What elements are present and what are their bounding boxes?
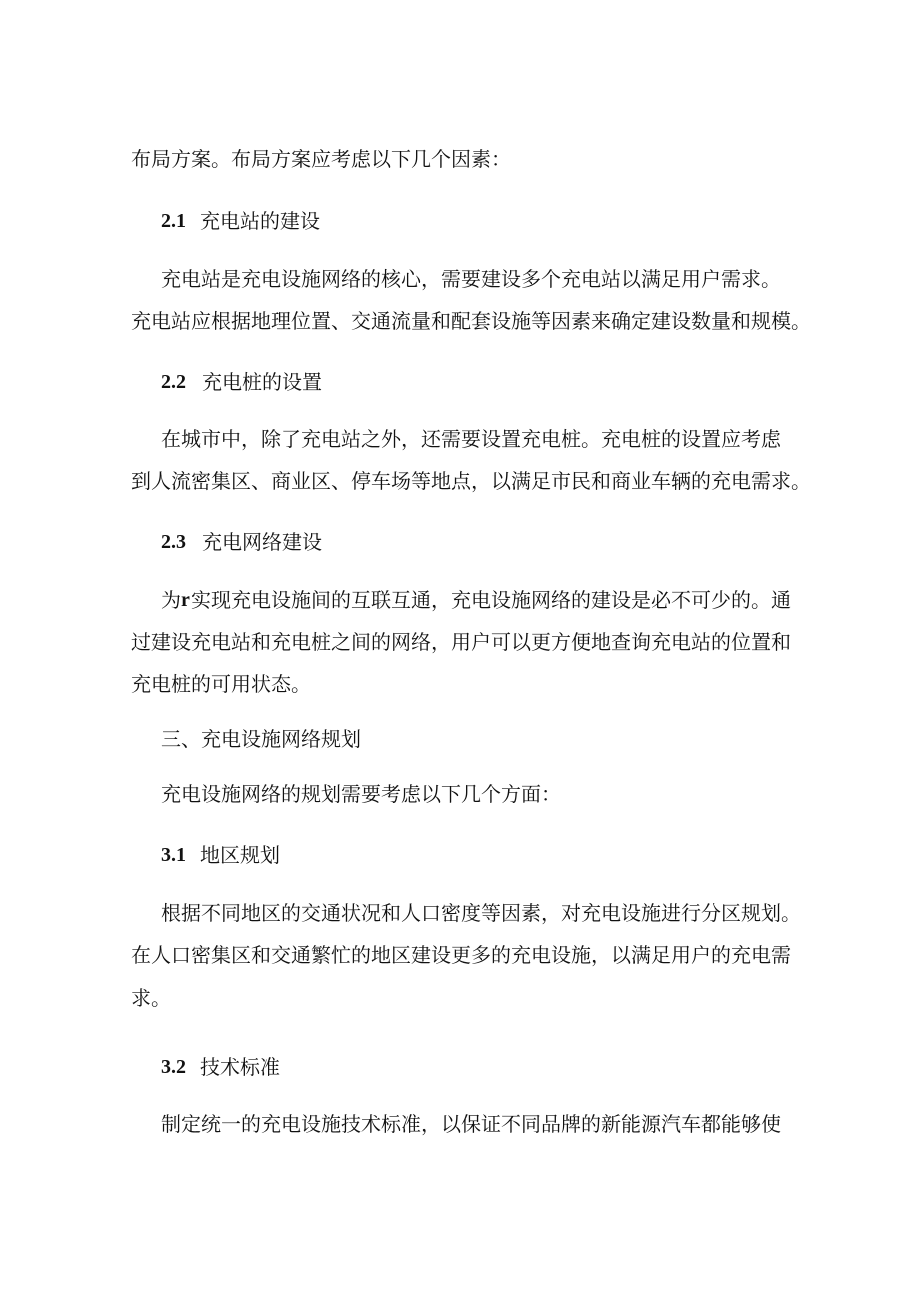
section-2-2-heading — [0, 367, 920, 397]
chapter-3-heading: 三、充电设施网络规划 — [161, 727, 361, 751]
section-3-2-para-line-1: 制定统一的充电设施技术标准，以保证不同品牌的新能源汽车都能够使 — [161, 1112, 781, 1136]
section-title: 地区规划 — [200, 843, 280, 867]
section-2-3-heading — [0, 527, 920, 557]
section-3-1-heading — [0, 840, 920, 870]
section-number: 2.2 — [161, 371, 186, 393]
section-2-3-para-line-1: 为 r 实现充电设施间的互联互通，充电设施网络的建设是必不可少的。通 — [161, 588, 791, 612]
section-2-3-para-line-2: 过建设充电站和充电桩之间的网络，用户可以更方便地查询充电站的位置和 — [131, 630, 791, 654]
section-3-1-para-line-3: 求。 — [131, 986, 171, 1010]
section-2-1-para-line-1: 充电站是充电设施网络的核心，需要建设多个充电站以满足用户需求。 — [161, 267, 781, 291]
section-title: 充电站的建设 — [200, 209, 320, 233]
intro-line-1: 布局方案。布局方案应考虑以下几个因素： — [131, 147, 511, 171]
section-title: 充电网络建设 — [202, 530, 322, 554]
section-3-1-para-line-1: 根据不同地区的交通状况和人口密度等因素，对充电设施进行分区规划。 — [161, 901, 801, 925]
section-number: 2.3 — [161, 531, 186, 553]
chapter-3-intro: 充电设施网络的规划需要考虑以下几个方面： — [161, 782, 561, 806]
section-2-3-para-line-3: 充电桩的可用状态。 — [131, 672, 311, 696]
section-2-2-para-line-1: 在城市中，除了充电站之外，还需要设置充电桩。充电桩的设置应考虑 — [161, 427, 781, 451]
section-number: 2.1 — [161, 210, 186, 232]
section-2-1-para-line-2: 充电站应根据地理位置、交通流量和配套设施等因素来确定建设数量和规模。 — [131, 309, 811, 333]
section-number: 3.2 — [161, 1056, 186, 1078]
section-title: 技术标准 — [200, 1055, 280, 1079]
section-title: 充电桩的设置 — [202, 370, 322, 394]
section-number: 3.1 — [161, 844, 186, 866]
section-2-1-heading — [0, 206, 920, 236]
section-3-1-para-line-2: 在人口密集区和交通繁忙的地区建设更多的充电设施，以满足用户的充电需 — [131, 943, 791, 967]
section-2-2-para-line-2: 到人流密集区、商业区、停车场等地点，以满足市民和商业车辆的充电需求。 — [131, 469, 811, 493]
section-3-2-heading — [0, 1052, 920, 1082]
